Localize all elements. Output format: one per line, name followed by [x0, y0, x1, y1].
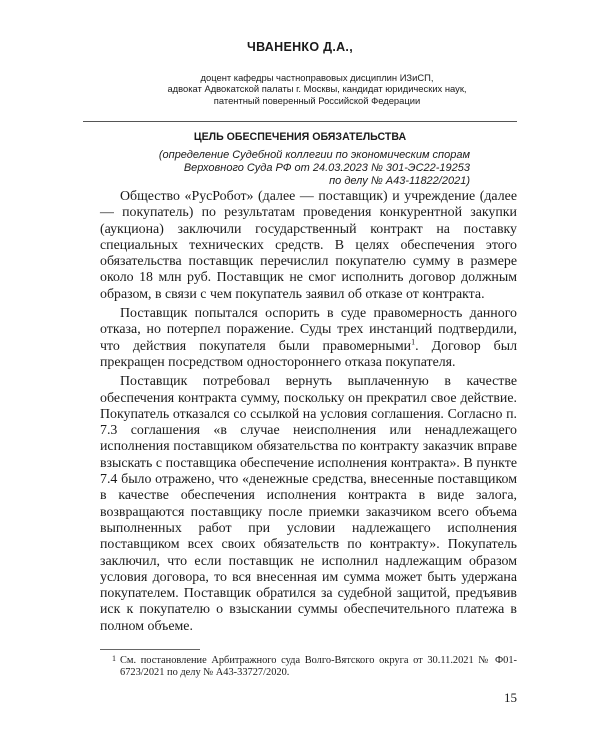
article-title: ЦЕЛЬ ОБЕСПЕЧЕНИЯ ОБЯЗАТЕЛЬСТВА: [193, 131, 407, 143]
footnote-divider: [100, 649, 200, 650]
header-divider: [83, 121, 517, 122]
footnote-reference: 1: [411, 337, 416, 347]
author-name: ЧВАНЕНКО Д.А.,: [247, 40, 353, 54]
subtitle-line: по делу № А43-11822/2021): [329, 175, 470, 188]
affiliation-line: доцент кафедры частноправовых дисциплин ИЗиСП,: [200, 72, 434, 83]
subtitle-line: Верховного Суда РФ от 24.03.2023 № 301-ЭС22-19253: [183, 162, 470, 175]
affiliation-line: патентный поверенный Российской Федерации: [213, 94, 421, 106]
author-affiliation: [160, 72, 474, 106]
affiliation-line: адвокат Адвокатской палаты г. Москвы, кандидат юридических наук,: [167, 83, 467, 95]
footnote: [112, 654, 517, 680]
body-paragraph: Поставщик потребовал вернуть выплаченную в качестве обеспечения контракта сумму, поскольку он прекратил свое действие. Покупатель отказался со ссылкой на условия соглашения. Согласно п. 7.3 соглашения «в случае неисполнения или ненадлежащего исполнения поставщиком обязательства по контракту заказчик вправе взыскать с поставщика обеспечение исполнения контракта». В пункте 7.4 было отражено, что «денежные средства, внесенные поставщиком в качестве обеспечения исполнения контракта в виде залога, возвращаются поставщику после приемки заказчиком всего объема выполненных работ при условии надлежащего исполнения поставщиком всех своих обязательств по контракту». Покупатель заключил, что если поставщик не исполнил надлежащим образом условия договора, то вся внесенная им сумма может быть удержана покупателем. Поставщик обратился за судебной защитой, предъявив иск к покупателю о взыскании суммы обеспечительного платежа в полном объеме.: [100, 374, 517, 634]
body-paragraph: [100, 306, 517, 371]
footnote-mark: 1: [112, 654, 116, 663]
body-paragraph: Общество «РусРобот» (далее — поставщик) и учреждение (далее — покупатель) по результатам проведения конкурентной закупки (аукциона) заключили государственный контракт на поставку специальных технических средств. В целях обеспечения этого обязательства поставщик перечислил покупателю сумму в размере около 18 млн руб. Поставщик не смог исполнить договор должным образом, в связи с чем покупатель заявил об отказе от контракта.: [100, 189, 517, 302]
article-body: [100, 189, 517, 635]
paragraph-text: . Договор был прекращен посредством одностороннего отказа покупателя.: [100, 338, 517, 370]
page-number: 15: [504, 690, 517, 705]
article-subtitle: [140, 149, 470, 189]
paragraph-text: Поставщик попытался оспорить в суде правомерность данного отказа, но потерпел поражение. Суды трех инстанций подтвердили, что действия покупателя были правомерными: [100, 306, 517, 354]
subtitle-line: (определение Судебной коллегии по экономическим спорам: [158, 149, 470, 161]
footnote-text: См. постановление Арбитражного суда Волго-Вятского округа от 30.11.2021 № Ф01-6723/2021 по делу № А43-33727/2020.: [120, 655, 517, 679]
